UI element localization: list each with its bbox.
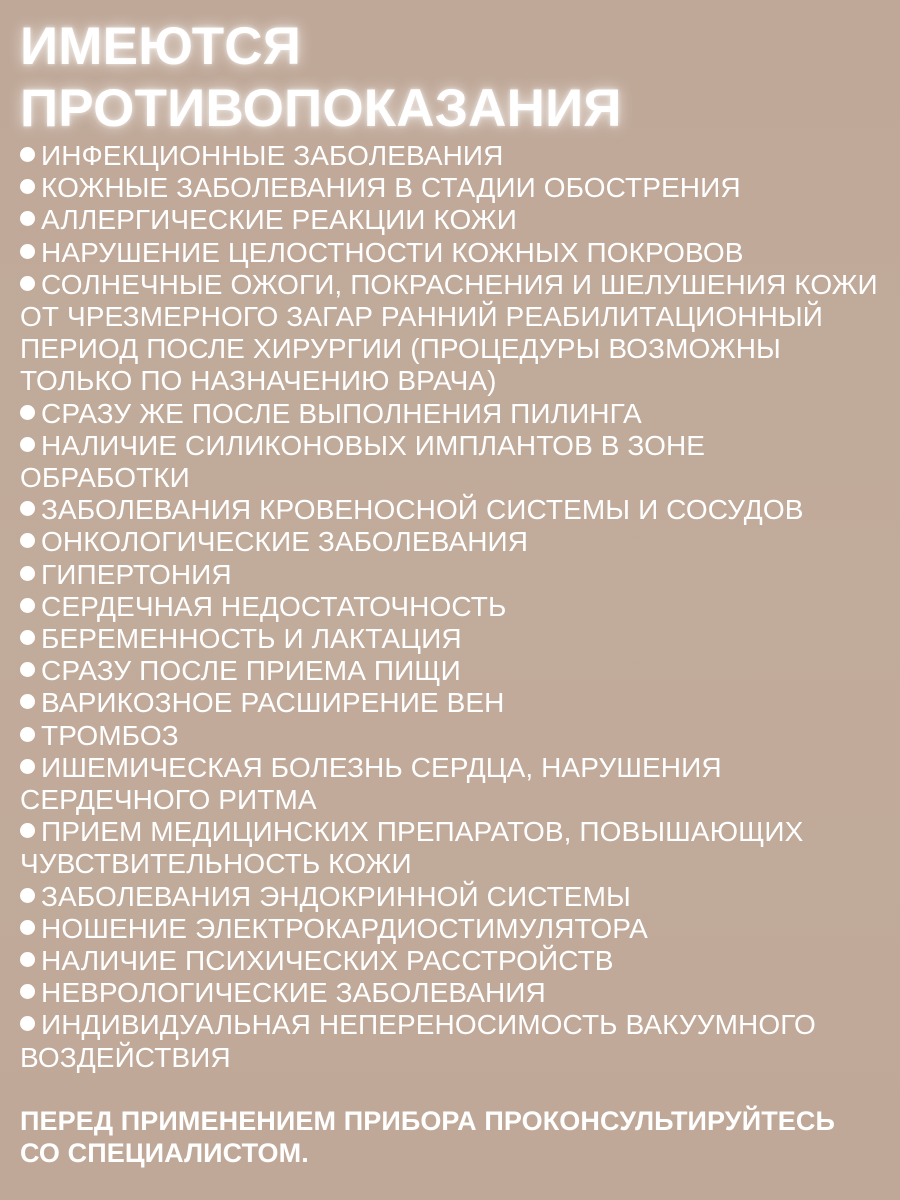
list-item-text: ИНФЕКЦИОННЫЕ ЗАБОЛЕВАНИЯ <box>41 140 504 171</box>
consultation-note <box>20 1105 880 1169</box>
list-item-text: НАРУШЕНИЕ ЦЕЛОСТНОСТИ КОЖНЫХ ПОКРОВОВ <box>41 236 744 268</box>
list-item <box>20 526 880 558</box>
list-item-text: ГИПЕРТОНИЯ <box>41 558 232 590</box>
list-item-text: АЛЛЕРГИЧЕСКИЕ РЕАКЦИИ КОЖИ <box>41 204 517 236</box>
list-item-text: НАЛИЧИЕ ПСИХИЧЕСКИХ РАССТРОЙСТВ <box>41 945 614 977</box>
list-item-text: ОНКОЛОГИЧЕСКИЕ ЗАБОЛЕВАНИЯ <box>41 526 529 558</box>
list-item-text: СРАЗУ ПОСЛЕ ПРИЕМА ПИЩИ <box>41 655 461 687</box>
list-item <box>20 204 880 236</box>
bullet-icon <box>20 630 35 645</box>
list-item <box>20 269 880 398</box>
list-item <box>20 752 880 816</box>
list-item-text: ИШЕМИЧЕСКАЯ БОЛЕЗНЬ СЕРДЦА, НАРУШЕНИЯ СЕРДЕЧНОГО РИТМА <box>20 751 722 816</box>
list-item <box>20 1009 880 1073</box>
list-item <box>20 881 880 913</box>
list-item <box>20 655 880 687</box>
bullet-icon <box>20 147 35 162</box>
bullet-icon <box>20 566 35 581</box>
bullet-icon <box>20 759 35 774</box>
list-item-text: ЗАБОЛЕВАНИЯ КРОВЕНОСНОЙ СИСТЕМЫ И СОСУДОВ <box>41 494 804 526</box>
bullet-icon <box>20 727 35 742</box>
list-item-text: ИНДИВИДУАЛЬНАЯ НЕПЕРЕНОСИМОСТЬ ВАКУУМНОГО ВОЗДЕЙСТВИЯ <box>20 1009 816 1073</box>
bullet-icon <box>20 823 35 838</box>
list-item <box>20 977 880 1009</box>
list-item <box>20 494 880 526</box>
bullet-icon <box>20 984 35 999</box>
list-item <box>20 816 880 880</box>
bullet-icon <box>20 662 35 677</box>
bullet-icon <box>20 888 35 903</box>
list-item-text: ПРИЕМ МЕДИЦИНСКИХ ПРЕПАРАТОВ, ПОВЫШАЮЩИХ ЧУВСТВИТЕЛЬНОСТЬ КОЖИ <box>20 816 804 880</box>
bullet-icon <box>20 533 35 548</box>
bullet-icon <box>20 179 35 194</box>
contraindications-list <box>20 140 880 1074</box>
list-item-text: НЕВРОЛОГИЧЕСКИЕ ЗАБОЛЕВАНИЯ <box>41 977 546 1009</box>
list-item <box>20 945 880 977</box>
list-item-text: ТРОМБОЗ <box>41 719 179 751</box>
list-item-text: НОШЕНИЕ ЭЛЕКТРОКАРДИОСТИМУЛЯТОРА <box>41 912 648 944</box>
bullet-icon <box>20 1016 35 1031</box>
list-item <box>20 430 880 494</box>
bullet-icon <box>20 276 35 291</box>
list-item <box>20 398 880 430</box>
bullet-icon <box>20 405 35 420</box>
bullet-icon <box>20 598 35 613</box>
list-item <box>20 720 880 752</box>
list-item <box>20 237 880 269</box>
list-item-text: БЕРЕМЕННОСТЬ И ЛАКТАЦИЯ <box>41 623 462 655</box>
list-item <box>20 172 880 204</box>
page-title <box>20 16 880 140</box>
list-item <box>20 623 880 655</box>
list-item-text: СОЛНЕЧНЫЕ ОЖОГИ, ПОКРАСНЕНИЯ И ШЕЛУШЕНИЯ КОЖИ ОТ ЧРЕЗМЕРНОГО ЗАГАР РАННИЙ РЕАБИЛИТАЦИОННЫЙ ПЕРИОД ПОСЛЕ ХИРУРГИИ (ПРОЦЕДУРЫ ВОЗМОЖНЫ ТОЛЬКО ПО НАЗНАЧЕНИЮ ВРАЧА) <box>20 268 878 397</box>
bullet-icon <box>20 920 35 935</box>
list-item <box>20 687 880 719</box>
bullet-icon <box>20 244 35 259</box>
bullet-icon <box>20 211 35 226</box>
list-item <box>20 913 880 945</box>
list-item-text: ЗАБОЛЕВАНИЯ ЭНДОКРИННОЙ СИСТЕМЫ <box>41 880 631 912</box>
list-item-text: СЕРДЕЧНАЯ НЕДОСТАТОЧНОСТЬ <box>41 590 507 622</box>
bullet-icon <box>20 694 35 709</box>
list-item <box>20 559 880 591</box>
bullet-icon <box>20 437 35 452</box>
consultation-note-line-1: ПЕРЕД ПРИМЕНЕНИЕМ ПРИБОРА ПРОКОНСУЛЬТИРУЙТЕСЬ <box>20 1105 836 1136</box>
title-line-1: ИМЕЮТСЯ <box>20 17 302 76</box>
bullet-icon <box>20 501 35 516</box>
list-item-text: НАЛИЧИЕ СИЛИКОНОВЫХ ИМПЛАНТОВ В ЗОНЕ ОБРАБОТКИ <box>20 429 706 494</box>
list-item <box>20 591 880 623</box>
list-item-text: КОЖНЫЕ ЗАБОЛЕВАНИЯ В СТАДИИ ОБОСТРЕНИЯ <box>41 172 741 204</box>
list-item-text: ВАРИКОЗНОЕ РАСШИРЕНИЕ ВЕН <box>41 687 505 719</box>
bullet-icon <box>20 952 35 967</box>
list-item-text: СРАЗУ ЖЕ ПОСЛЕ ВЫПОЛНЕНИЯ ПИЛИНГА <box>41 397 642 429</box>
title-line-2: ПРОТИВОПОКАЗАНИЯ <box>20 79 622 138</box>
consultation-note-line-2: СО СПЕЦИАЛИСТОМ. <box>20 1137 309 1168</box>
list-item <box>20 140 880 172</box>
